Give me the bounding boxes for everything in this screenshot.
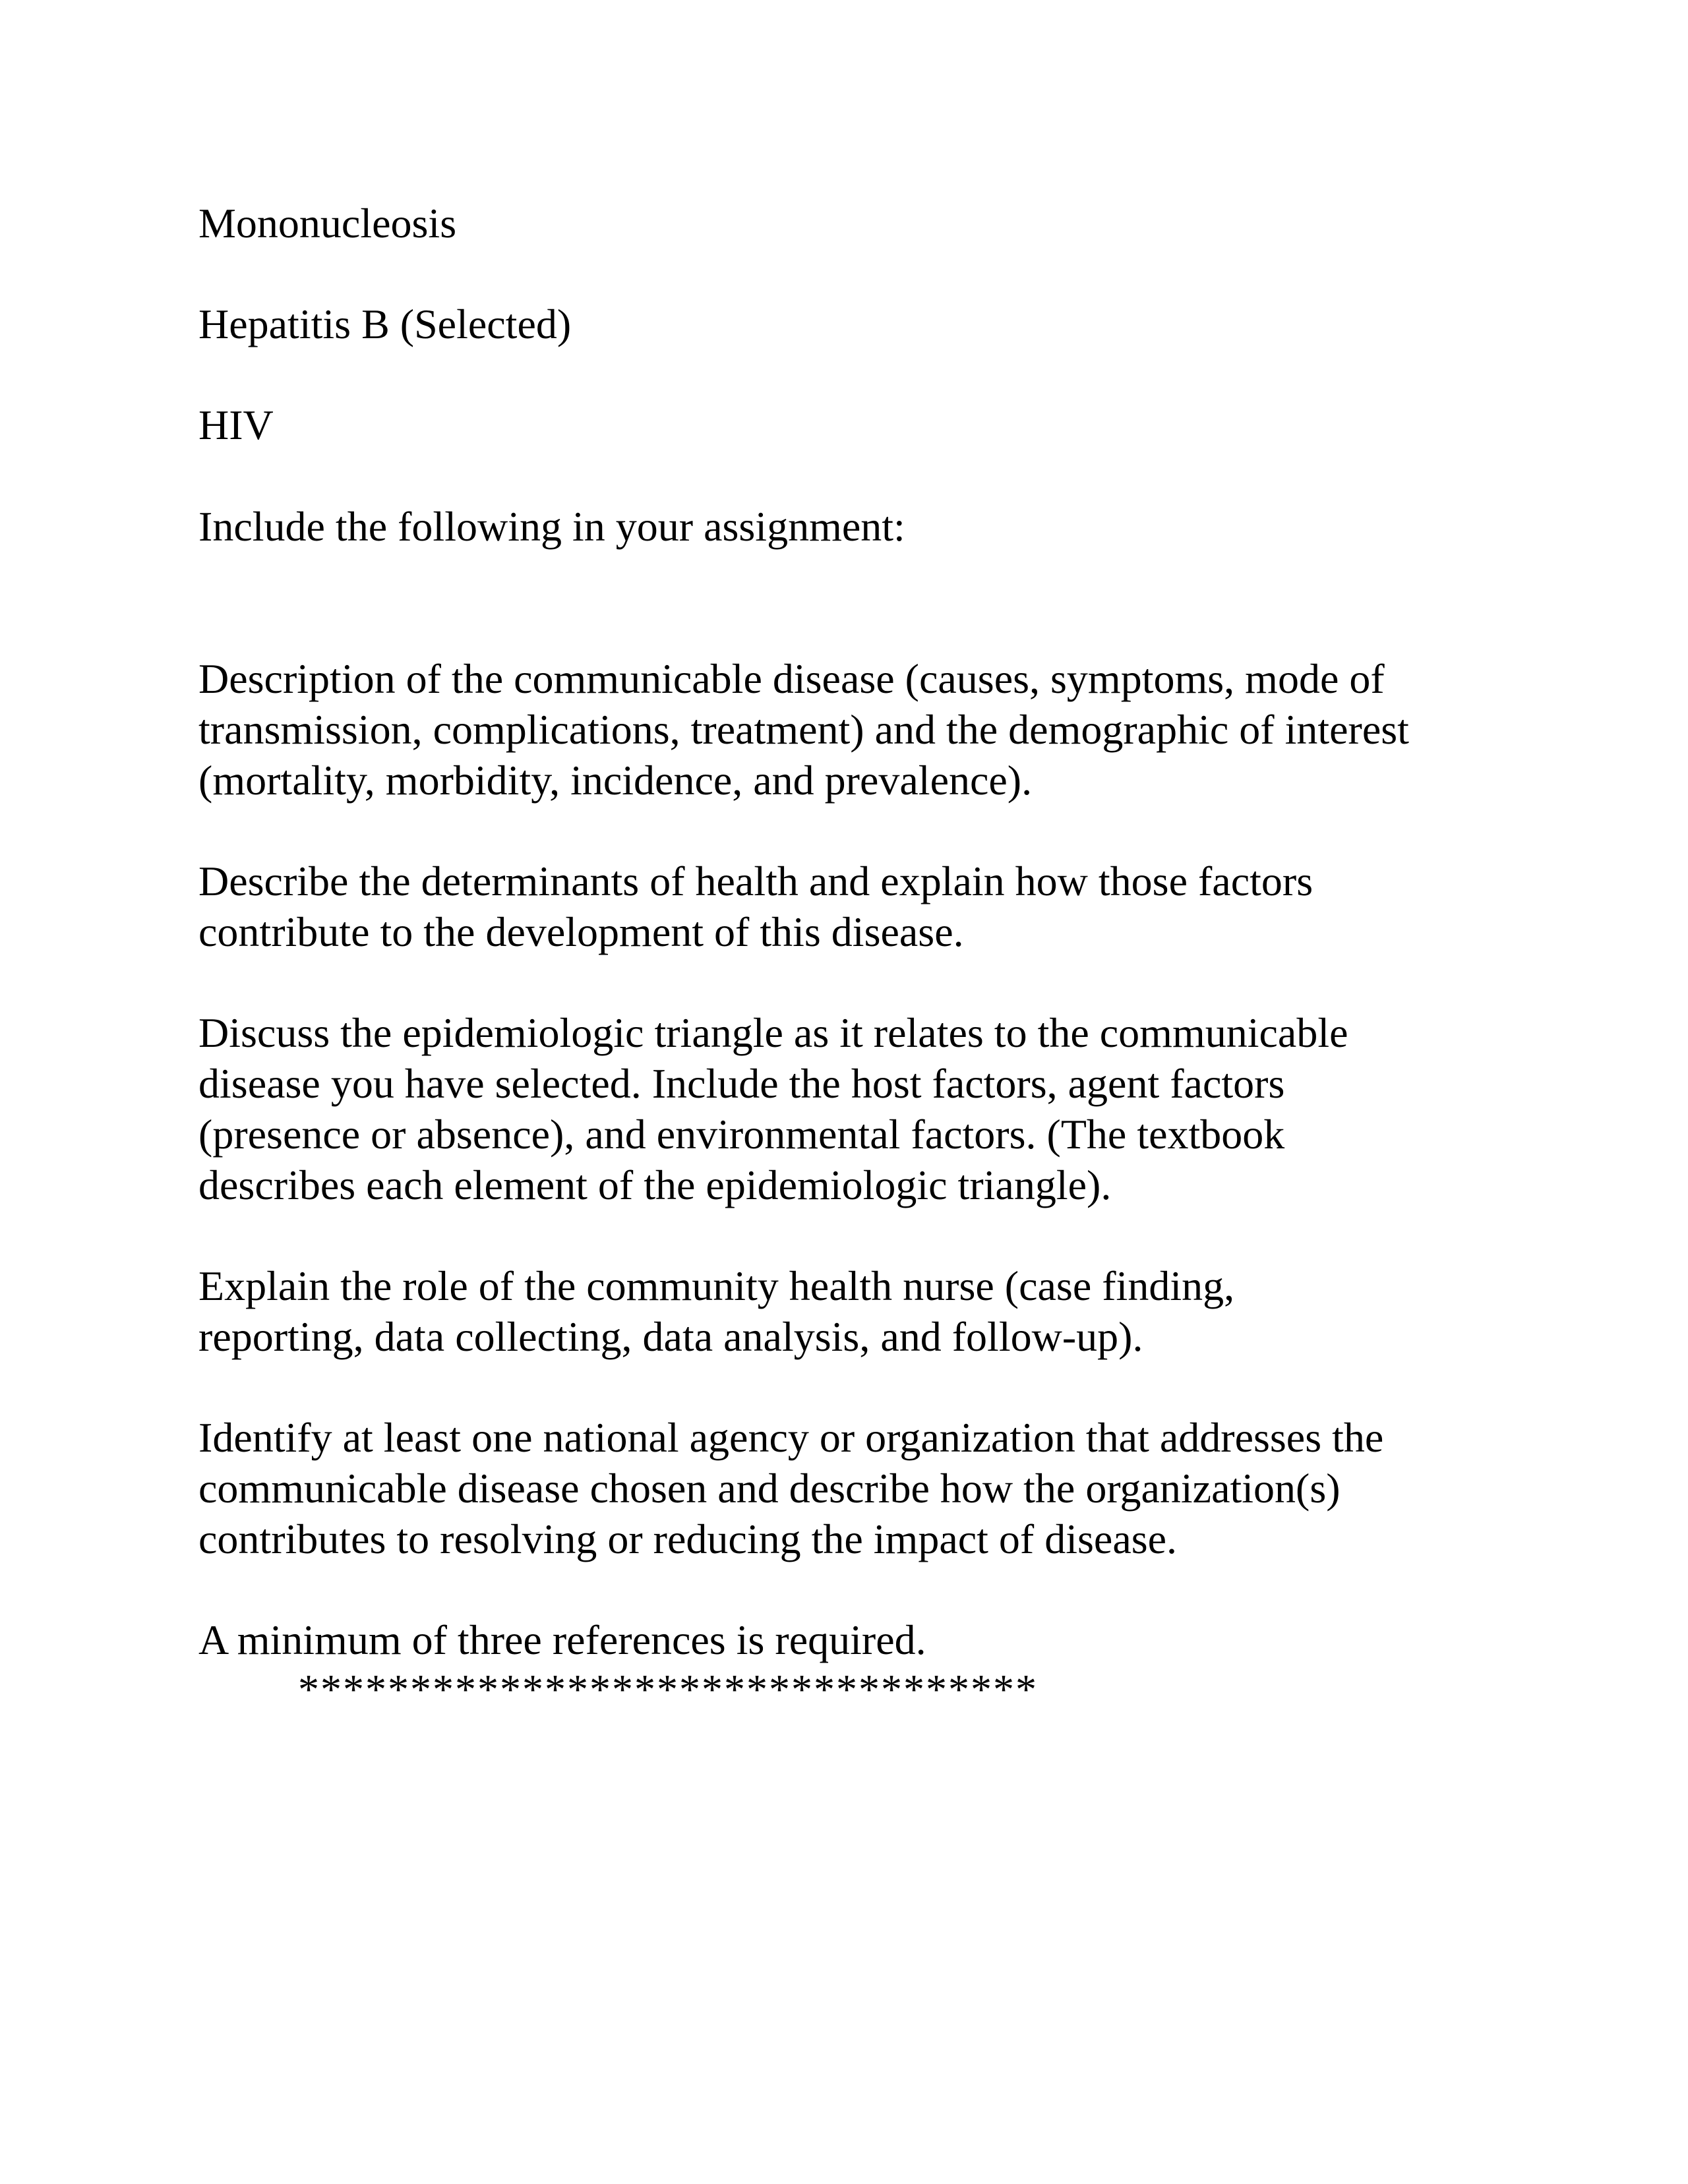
requirement-line: Description of the communicable disease (causes, symptoms, mode of <box>198 655 1385 702</box>
requirement-line: transmission, complications, treatment) and the demographic of interest <box>198 706 1409 753</box>
assignment-intro: Include the following in your assignment: <box>198 503 905 550</box>
requirement-nurse-role <box>198 1260 1234 1362</box>
requirement-line: communicable disease chosen and describe how the organization(s) <box>198 1465 1341 1512</box>
requirement-line: Identify at least one national agency or organization that addresses the <box>198 1414 1384 1461</box>
requirement-line: contribute to the development of this disease. <box>198 908 964 955</box>
requirement-line: (mortality, morbidity, incidence, and prevalence). <box>198 757 1033 804</box>
requirement-line: Explain the role of the community health nurse (case finding, <box>198 1262 1235 1309</box>
requirement-epidemiologic-triangle <box>198 1007 1348 1210</box>
requirement-line: (presence or absence), and environmental factors. (The textbook <box>198 1111 1285 1158</box>
asterisk-separator: ********************************* <box>298 1666 1038 1713</box>
requirement-line: contributes to resolving or reducing the impact of disease. <box>198 1516 1178 1562</box>
option-hepatitis-b: Hepatitis B (Selected) <box>198 301 572 347</box>
requirement-line: describes each element of the epidemiologic triangle). <box>198 1162 1112 1208</box>
requirement-line: Describe the determinants of health and explain how those factors <box>198 858 1313 904</box>
references-note: A minimum of three references is required. <box>198 1616 926 1663</box>
requirement-description <box>198 653 1409 806</box>
requirement-determinants <box>198 856 1313 957</box>
requirement-line: disease you have selected. Include the host factors, agent factors <box>198 1060 1285 1107</box>
requirement-line: Discuss the epidemiologic triangle as it relates to the communicable <box>198 1009 1348 1056</box>
option-hiv: HIV <box>198 401 274 448</box>
option-mononucleosis: Mononucleosis <box>198 200 457 247</box>
requirement-national-agency <box>198 1412 1383 1564</box>
requirement-line: reporting, data collecting, data analysis, and follow-up). <box>198 1313 1143 1360</box>
